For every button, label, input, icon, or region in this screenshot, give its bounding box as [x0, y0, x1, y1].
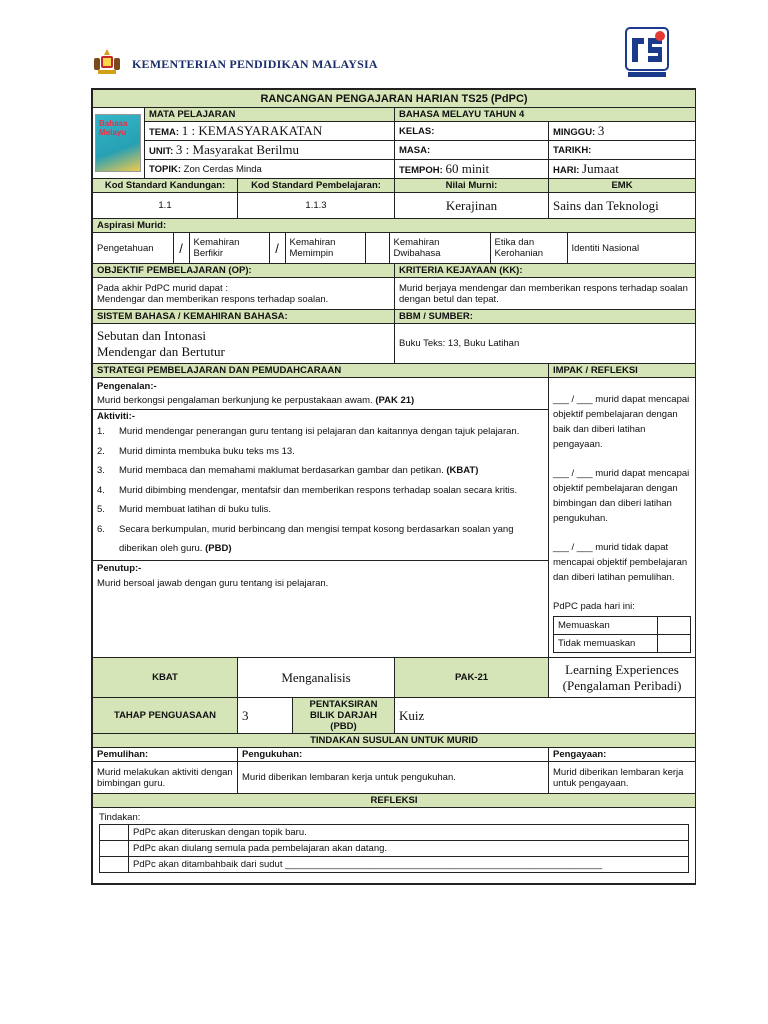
- refleksi-options: [99, 824, 689, 873]
- aspirasi-item: Kemahiran Memimpin: [285, 233, 365, 263]
- tp-label: TAHAP PENGUASAAN: [93, 698, 238, 734]
- unit-cell: UNIT: 3 : Masyarakat Berilmu: [145, 141, 395, 160]
- aspirasi-check-empty: [365, 233, 389, 263]
- sk-header: Kod Standard Kandungan:: [93, 179, 238, 193]
- emk-header: EMK: [549, 179, 696, 193]
- tindakan-header: TINDAKAN SUSULAN UNTUK MURID: [93, 734, 696, 748]
- tempoh-cell: TEMPOH: 60 minit: [395, 160, 549, 179]
- pdpc-option-memuaskan[interactable]: Memuaskan: [554, 617, 658, 635]
- refleksi-body: [93, 808, 696, 884]
- strategi-header: STRATEGI PEMBELAJARAN DAN PEMUDAHCARAAN: [93, 364, 549, 378]
- pak-label: PAK-21: [395, 658, 549, 698]
- minggu-cell: MINGGU: 3: [549, 122, 696, 141]
- op-header: OBJEKTIF PEMBELAJARAN (OP):: [93, 264, 395, 278]
- bbm-header: BBM / SUMBER:: [395, 310, 696, 324]
- impak-pengukuhan: ___ / ___ murid dapat mencapai objektif pembelajaran dengan bimbingan dan diberi latihan pengukuhan.: [553, 468, 690, 524]
- aktiviti-list: [97, 422, 544, 559]
- op-text: Pada akhir PdPC murid dapat : Mendengar dan memberikan respons terhadap soalan.: [93, 278, 395, 310]
- topik-cell: TOPIK: Zon Cerdas Minda: [145, 160, 395, 179]
- refleksi-check-box[interactable]: [100, 841, 129, 857]
- list-item: 6. Secara berkumpulan, murid berbincang dan mengisi tempat kosong berdasarkan soalan yang diberikan oleh guru. (PBD): [97, 523, 514, 554]
- tp-pbd-cell: [238, 698, 395, 734]
- mata-pelajaran-label: MATA PELAJARAN: [145, 108, 395, 122]
- aspirasi-check: /: [173, 233, 189, 263]
- kk-text: Murid berjaya mendengar dan memberikan respons terhadap soalan dengan betul dan tepat.: [395, 278, 696, 310]
- pdpc-label: PdPC pada hari ini:: [553, 601, 635, 612]
- refleksi-option[interactable]: PdPc akan diulang semula pada pembelajaran akan datang.: [129, 841, 689, 857]
- pdpc-option-tidak-memuaskan[interactable]: Tidak memuaskan: [554, 635, 658, 653]
- hari-cell: HARI: Jumaat: [549, 160, 696, 179]
- list-item: 4. Murid dibimbing mendengar, mentafsir dan memberikan respons terhadap soalan secara kritis.: [97, 484, 518, 496]
- impak-pengayaan: ___ / ___ murid dapat mencapai objektif pembelajaran dengan baik dan diberi latihan pengayaan.: [553, 394, 690, 450]
- tarikh-cell: TARIKH:: [549, 141, 696, 160]
- textbook-cover: [93, 108, 145, 179]
- pak-value: Learning Experiences (Pengalaman Peribadi): [549, 658, 696, 698]
- pdpc-check-box[interactable]: [658, 635, 691, 653]
- penutup-section: Penutup:- Murid bersoal jawab dengan guru tentang isi pelajaran.: [93, 560, 548, 591]
- aspirasi-item: Identiti Nasional: [567, 233, 695, 263]
- pemulihan-text: Murid melakukan aktiviti dengan bimbingan guru.: [93, 762, 238, 794]
- impak-body: [549, 378, 696, 658]
- ts25-logo-icon: [622, 24, 672, 84]
- list-item: 3. Murid membaca dan memahami maklumat berdasarkan gambar dan petikan. (KBAT): [97, 465, 479, 476]
- textbook-cover-image: Bahasa Melayu: [95, 114, 141, 172]
- form-title: RANCANGAN PENGAJARAN HARIAN TS25 (PdPC): [93, 90, 696, 108]
- nilai-value: Kerajinan: [395, 193, 549, 219]
- sp-value: 1.1.3: [238, 193, 395, 219]
- refleksi-option[interactable]: PdPc akan diteruskan dengan topik baru.: [129, 825, 689, 841]
- pemulihan-label: Pemulihan:: [93, 748, 238, 762]
- refleksi-option[interactable]: PdPc akan ditambahbaik dari sudut ____________________________________________________________: [129, 857, 689, 873]
- kbat-value: Menganalisis: [238, 658, 395, 698]
- aspirasi-item: Kemahiran Berfikir: [189, 233, 269, 263]
- list-item: 2. Murid diminta membuka buku teks ms 13.: [97, 445, 295, 457]
- pengukuhan-label: Pengukuhan:: [238, 748, 549, 762]
- sk-value: 1.1: [93, 193, 238, 219]
- aspirasi-header: Aspirasi Murid:: [93, 219, 696, 233]
- masa-cell: MASA:: [395, 141, 549, 160]
- emk-value: Sains dan Teknologi: [549, 193, 696, 219]
- list-item: 1. Murid mendengar penerangan guru tentang isi pelajaran dan kaitannya dengan tajuk pelajaran.: [97, 426, 520, 437]
- aspirasi-check: /: [269, 233, 285, 263]
- pengayaan-text: Murid diberikan lembaran kerja untuk pengayaan.: [549, 762, 696, 794]
- refleksi-check-box[interactable]: [100, 857, 129, 873]
- pengukuhan-text: Murid diberikan lembaran kerja untuk pengukuhan.: [238, 762, 549, 794]
- aspirasi-item: Kemahiran Dwibahasa: [389, 233, 490, 263]
- subject-value: BAHASA MELAYU TAHUN 4: [395, 108, 696, 122]
- pdpc-check-box[interactable]: [658, 617, 691, 635]
- sistem-text: Sebutan dan Intonasi Mendengar dan Bertutur: [93, 324, 395, 364]
- pbd-value: Kuiz: [395, 698, 696, 734]
- kk-header: KRITERIA KEJAYAAN (KK):: [395, 264, 696, 278]
- list-item: 5. Murid membuat latihan di buku tulis.: [97, 504, 272, 515]
- pengayaan-label: Pengayaan:: [549, 748, 696, 762]
- aspirasi-item: Etika dan Kerohanian: [490, 233, 567, 263]
- strategi-body: [93, 378, 549, 658]
- pengenalan-section: Pengenalan:- Murid berkongsi pengalaman berkunjung ke perpustakaan awam. (PAK 21): [97, 381, 415, 406]
- refleksi-check-box[interactable]: [100, 825, 129, 841]
- lesson-plan-form: [91, 88, 696, 885]
- malaysia-crest-icon: [92, 48, 122, 76]
- ministry-name: KEMENTERIAN PENDIDIKAN MALAYSIA: [132, 57, 378, 71]
- nilai-header: Nilai Murni:: [395, 179, 549, 193]
- impak-header: IMPAK / REFLEKSI: [549, 364, 696, 378]
- tp-value: 3: [238, 698, 293, 733]
- pdpc-options: [553, 616, 691, 653]
- bbm-text: Buku Teks: 13, Buku Latihan: [395, 324, 696, 364]
- tindakan-label: Tindakan:: [99, 812, 141, 823]
- aspirasi-row: [93, 233, 696, 264]
- tema-cell: TEMA: 1 : KEMASYARAKATAN: [145, 122, 395, 141]
- kelas-cell: KELAS:: [395, 122, 549, 141]
- impak-pemulihan: ___ / ___ murid tidak dapat mencapai objektif pembelajaran dan diberi latihan pemulihan.: [553, 542, 688, 583]
- page-header: [92, 44, 702, 84]
- aspirasi-item: Pengetahuan: [93, 233, 173, 263]
- aktiviti-section: Aktiviti:- 1. Murid mendengar penerangan guru tentang isi pelajaran dan kaitannya dengan tajuk pelajaran. 2. Murid diminta membuka buku teks ms 13. 3. Murid membaca dan memahami maklumat berdasarkan gambar dan petikan. (KBAT) 4. Murid dibimbing mendengar, mentafsir dan memberikan respons terhadap soalan secara kritis. 5. Murid membuat latihan di buku tulis. 6. Secara berkumpulan, murid berbincang dan mengisi tempat kosong berdasarkan soalan yang diberikan oleh guru. (PBD): [93, 409, 548, 560]
- sistem-header: SISTEM BAHASA / KEMAHIRAN BAHASA:: [93, 310, 395, 324]
- sp-header: Kod Standard Pembelajaran:: [238, 179, 395, 193]
- kbat-label: KBAT: [93, 658, 238, 698]
- pbd-label: PENTAKSIRAN BILIK DARJAH (PBD): [293, 698, 395, 733]
- tema-value: 1 : KEMASYARAKATAN: [181, 123, 323, 138]
- refleksi-header: REFLEKSI: [93, 794, 696, 808]
